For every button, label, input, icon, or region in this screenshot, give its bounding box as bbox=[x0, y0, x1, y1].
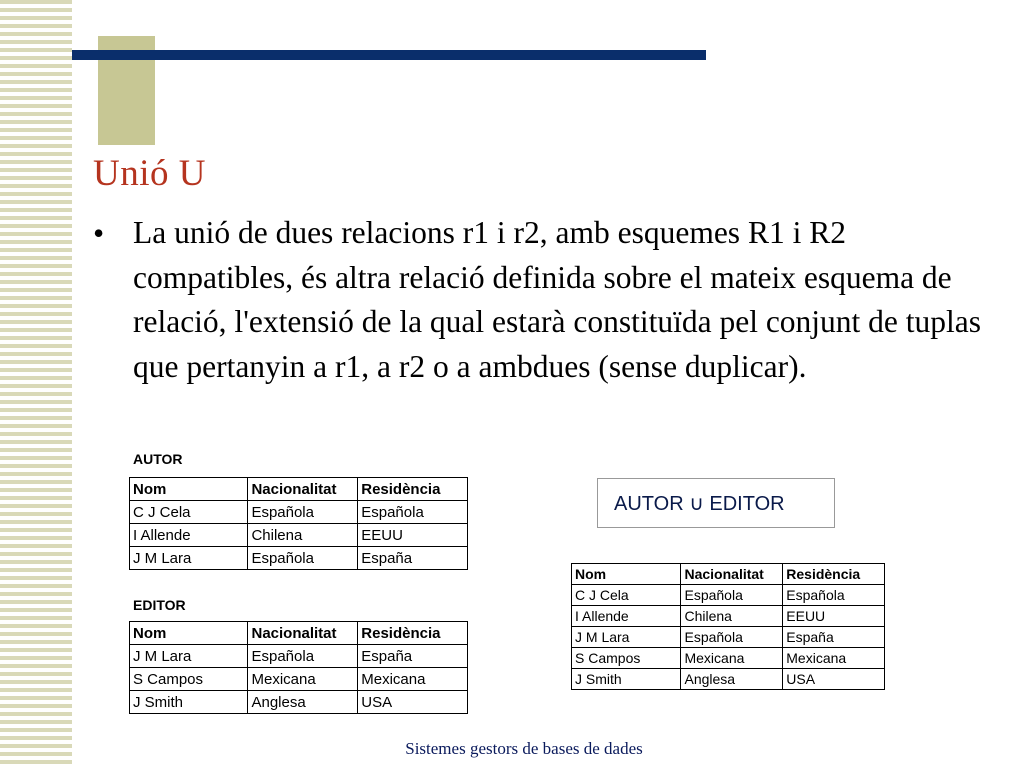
autor-table bbox=[129, 477, 468, 570]
union-result-table bbox=[571, 563, 885, 690]
table-cell: S Campos bbox=[572, 648, 681, 669]
editor-table bbox=[129, 621, 468, 714]
table-cell: USA bbox=[783, 669, 885, 690]
bullet-marker: • bbox=[93, 215, 105, 251]
column-header: Nacionalitat bbox=[248, 478, 358, 501]
table-cell: C J Cela bbox=[130, 501, 248, 524]
column-header: Residència bbox=[783, 564, 885, 585]
table-cell: USA bbox=[358, 691, 468, 714]
table-header-row bbox=[130, 478, 468, 501]
table-cell: J Smith bbox=[130, 691, 248, 714]
table-row bbox=[572, 606, 885, 627]
table-cell: Española bbox=[248, 501, 358, 524]
table-cell: J Smith bbox=[572, 669, 681, 690]
editor-table-label: EDITOR bbox=[133, 597, 186, 613]
union-expression-box bbox=[597, 478, 835, 528]
slide-footer bbox=[0, 739, 1024, 759]
slide-body-text: La unió de dues relacions r1 i r2, amb esquemes R1 i R2 compatibles, és altra relació definida sobre el mateix esquema de relació, l'extensió de la qual estarà constituïda pel conjunt de tuplas que pertanyin a r1, a r2 o a ambdues (sense duplicar). bbox=[133, 215, 982, 384]
table-cell: Chilena bbox=[681, 606, 783, 627]
column-header: Nacionalitat bbox=[681, 564, 783, 585]
column-header: Nom bbox=[130, 478, 248, 501]
table-row bbox=[572, 585, 885, 606]
table-row bbox=[130, 547, 468, 570]
table-cell: Española bbox=[783, 585, 885, 606]
table-cell: Española bbox=[358, 501, 468, 524]
column-header: Nom bbox=[130, 622, 248, 645]
slide-title: Unió U bbox=[93, 153, 206, 194]
column-header: Residència bbox=[358, 478, 468, 501]
table-row bbox=[130, 524, 468, 547]
table-cell: España bbox=[358, 645, 468, 668]
accent-bar bbox=[72, 50, 706, 60]
table-row bbox=[130, 645, 468, 668]
table-cell: España bbox=[358, 547, 468, 570]
table-cell: Anglesa bbox=[681, 669, 783, 690]
table-cell: Española bbox=[248, 547, 358, 570]
table-header-row bbox=[130, 622, 468, 645]
table-cell: Española bbox=[681, 585, 783, 606]
union-expression: AUTOR ∪ EDITOR bbox=[614, 492, 785, 515]
table-cell: Mexicana bbox=[358, 668, 468, 691]
autor-table-label: AUTOR bbox=[133, 451, 183, 467]
table-cell: EEUU bbox=[783, 606, 885, 627]
table-cell: J M Lara bbox=[572, 627, 681, 648]
table-cell: J M Lara bbox=[130, 645, 248, 668]
table-cell: Chilena bbox=[248, 524, 358, 547]
column-header: Nacionalitat bbox=[248, 622, 358, 645]
table-row bbox=[130, 668, 468, 691]
table-cell: I Allende bbox=[572, 606, 681, 627]
decorative-stripes bbox=[0, 0, 72, 768]
table-cell: J M Lara bbox=[130, 547, 248, 570]
table-header-row bbox=[572, 564, 885, 585]
table-row bbox=[130, 501, 468, 524]
table-row bbox=[572, 648, 885, 669]
footer-text: Sistemes gestors de bases de dades bbox=[405, 739, 643, 758]
column-header: Nom bbox=[572, 564, 681, 585]
table-cell: Mexicana bbox=[783, 648, 885, 669]
table-row bbox=[572, 627, 885, 648]
table-cell: Mexicana bbox=[681, 648, 783, 669]
table-cell: Anglesa bbox=[248, 691, 358, 714]
table-cell: Española bbox=[248, 645, 358, 668]
table-cell: C J Cela bbox=[572, 585, 681, 606]
table-cell: España bbox=[783, 627, 885, 648]
table-row bbox=[130, 691, 468, 714]
table-cell: Mexicana bbox=[248, 668, 358, 691]
table-cell: EEUU bbox=[358, 524, 468, 547]
column-header: Residència bbox=[358, 622, 468, 645]
table-cell: S Campos bbox=[130, 668, 248, 691]
table-cell: Española bbox=[681, 627, 783, 648]
table-row bbox=[572, 669, 885, 690]
table-cell: I Allende bbox=[130, 524, 248, 547]
